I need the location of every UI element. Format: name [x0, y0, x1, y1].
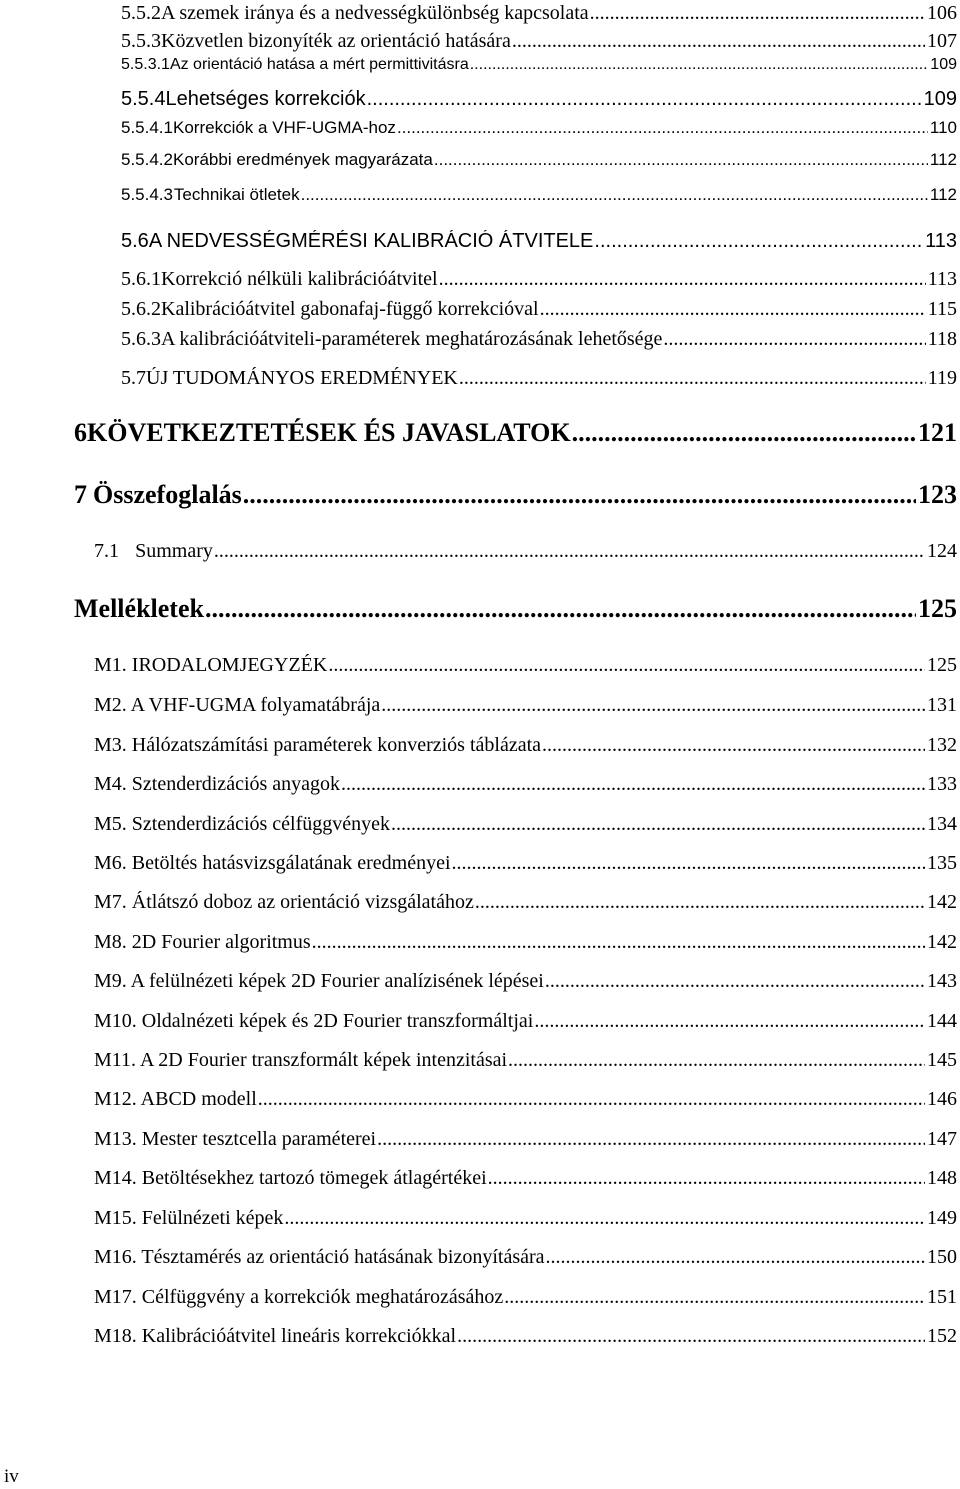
toc-entry[interactable] — [121, 150, 957, 174]
toc-entry-leader — [594, 230, 923, 253]
toc-entry-leader — [504, 1286, 925, 1309]
toc-entry-page: 150 — [927, 1246, 957, 1268]
toc-entry-page: 144 — [927, 1010, 957, 1032]
toc-entry[interactable] — [94, 694, 957, 720]
toc-entry-title: M9. A felülnézeti képek 2D Fourier analízisének lépései — [94, 970, 544, 992]
toc-entry[interactable] — [94, 1049, 957, 1075]
toc-entry-number: 5.6.1 — [121, 268, 161, 290]
toc-entry-leader — [512, 30, 925, 53]
toc-entry-page: 110 — [929, 118, 957, 137]
toc-entry-number: 5.6 — [121, 230, 149, 252]
toc-entry-title: M3. Hálózatszámítási paraméterek konverziós táblázata — [94, 734, 542, 756]
toc-entry-page: 142 — [927, 891, 957, 913]
toc-entry-number: 5.6.3 — [121, 328, 161, 350]
toc-entry-leader — [367, 88, 922, 111]
toc-entry-title: Summary — [135, 540, 213, 562]
toc-entry[interactable] — [94, 852, 957, 878]
toc-entry[interactable] — [121, 185, 957, 209]
toc-entry-leader — [377, 1128, 925, 1151]
toc-entry-title: M14. Betöltésekhez tartozó tömegek átlagértékei — [94, 1167, 487, 1189]
toc-entry-leader — [214, 540, 925, 563]
toc-entry-page: 132 — [927, 734, 957, 756]
toc-entry-page: 152 — [927, 1325, 957, 1347]
toc-entry-title: A szemek iránya és a nedvességkülönbség kapcsolata — [161, 2, 589, 24]
toc-entry-page: 109 — [923, 88, 957, 110]
toc-entry-title: M15. Felülnézeti képek — [94, 1207, 284, 1229]
toc-entry-number: 7.1 — [94, 540, 119, 562]
toc-entry[interactable] — [74, 480, 957, 514]
toc-entry-title: M5. Sztenderdizációs célfüggvények — [94, 813, 391, 835]
toc-entry-page: 145 — [927, 1049, 957, 1071]
toc-entry-page: 118 — [927, 328, 957, 350]
toc-entry[interactable] — [121, 30, 957, 56]
toc-entry-page: 109 — [930, 56, 957, 73]
toc-entry[interactable] — [121, 2, 957, 28]
toc-entry[interactable] — [121, 88, 957, 114]
toc-entry-leader — [284, 1207, 925, 1230]
toc-entry-leader — [590, 2, 925, 25]
toc-entry-page: 142 — [927, 931, 957, 953]
toc-entry-leader — [243, 480, 916, 510]
toc-entry-title: M17. Célfüggvény a korrekciók meghatározásához — [94, 1286, 504, 1308]
toc-entry-number: 5.5.4 — [121, 88, 166, 110]
toc-entry[interactable] — [94, 1128, 957, 1154]
toc-entry-page: 107 — [927, 30, 957, 52]
toc-entry-leader — [205, 594, 916, 624]
toc-entry-leader — [434, 150, 928, 170]
toc-entry[interactable] — [94, 1246, 957, 1272]
toc-entry-leader — [542, 734, 925, 757]
toc-entry[interactable] — [121, 268, 957, 294]
toc-entry[interactable] — [94, 540, 957, 566]
toc-entry[interactable] — [121, 298, 957, 324]
toc-entry-page: 134 — [927, 813, 957, 835]
toc-entry[interactable] — [74, 594, 957, 628]
toc-entry-leader — [488, 1167, 925, 1190]
toc-entry[interactable] — [94, 931, 957, 957]
toc-entry[interactable] — [94, 1010, 957, 1036]
toc-entry-title: M1. IRODALOMJEGYZÉK — [94, 654, 328, 676]
toc-entry[interactable] — [94, 1088, 957, 1114]
toc-entry-page: 119 — [927, 367, 957, 389]
toc-entry-title: M8. 2D Fourier algoritmus — [94, 931, 311, 953]
toc-entry-page: 106 — [927, 2, 957, 24]
toc-entry-title: ÚJ TUDOMÁNYOS EREDMÉNYEK — [146, 367, 458, 389]
toc-entry-title: M2. A VHF-UGMA folyamatábrája — [94, 694, 381, 716]
toc-entry-number: 5.5.4.3 — [121, 185, 173, 204]
toc-entry-title: Az orientáció hatása a mért permittivitásra — [169, 56, 469, 73]
toc-entry-leader — [546, 1246, 925, 1269]
toc-entry[interactable] — [94, 891, 957, 917]
toc-entry-number: 5.6.2 — [121, 298, 161, 320]
toc-entry-title: M7. Átlátszó doboz az orientáció vizsgálatához — [94, 891, 474, 913]
toc-entry[interactable] — [94, 970, 957, 996]
toc-entry-title: M12. ABCD modell — [94, 1088, 257, 1110]
toc-entry-title: M16. Tésztamérés az orientáció hatásának bizonyítására — [94, 1246, 545, 1268]
toc-entry-page: 146 — [927, 1088, 957, 1110]
toc-entry[interactable] — [121, 56, 957, 78]
toc-entry-title: Korrekciók a VHF-UGMA-hoz — [173, 118, 396, 137]
toc-entry[interactable] — [121, 230, 957, 258]
toc-entry-title: M6. Betöltés hatásvizsgálatának eredményei — [94, 852, 451, 874]
toc-entry-page: 121 — [918, 418, 957, 447]
toc-entry-title: Összefoglalás — [93, 480, 242, 509]
toc-entry-leader — [301, 185, 928, 205]
toc-entry[interactable] — [121, 367, 957, 393]
toc-entry-title: M18. Kalibrációátvitel lineáris korrekciókkal — [94, 1325, 457, 1347]
toc-entry-page: 143 — [927, 970, 957, 992]
toc-entry-title: M4. Sztenderdizációs anyagok — [94, 773, 341, 795]
toc-entry-leader — [397, 118, 928, 138]
toc-entry[interactable] — [94, 1325, 957, 1351]
toc-entry-leader — [439, 268, 926, 291]
toc-entry-number: 5.5.3.1 — [121, 56, 170, 73]
toc-entry-number: 6 — [74, 418, 87, 447]
page-number: iv — [4, 1466, 19, 1487]
toc-entry-leader — [328, 654, 925, 677]
toc-entry-title: KÖVETKEZTETÉSEK ÉS JAVASLATOK — [87, 418, 571, 447]
toc-entry[interactable] — [94, 1286, 957, 1312]
toc-entry[interactable] — [94, 1167, 957, 1193]
toc-entry-leader — [534, 1010, 925, 1033]
toc-entry-number: 7 — [74, 480, 87, 509]
toc-entry-title: Mellékletek — [74, 594, 204, 623]
toc-entry-leader — [470, 56, 929, 74]
toc-entry-leader — [663, 328, 925, 351]
toc-entry-title: Közvetlen bizonyíték az orientáció hatására — [161, 30, 511, 52]
toc-entry-title: Korrekció nélküli kalibrációátvitel — [161, 268, 438, 290]
toc-entry-title: A NEDVESSÉGMÉRÉSI KALIBRÁCIÓ ÁTVITELE — [148, 230, 594, 252]
toc-entry[interactable] — [74, 418, 957, 452]
toc-entry-title: Kalibrációátvitel gabonafaj-függő korrekcióval — [161, 298, 539, 320]
toc-entry-page: 113 — [925, 230, 957, 252]
toc-entry-leader — [312, 931, 925, 954]
toc-entry-title: A kalibrációátviteli-paraméterek meghatározásának lehetősége — [161, 328, 663, 350]
toc-entry[interactable] — [94, 813, 957, 839]
toc-entry-page: 149 — [927, 1207, 957, 1229]
toc-entry-leader — [341, 773, 925, 796]
toc-entry-page: 123 — [918, 480, 957, 509]
toc-entry-title: Technikai ötletek — [173, 185, 300, 204]
toc-entry[interactable] — [94, 654, 957, 680]
toc-entry-number: 5.7 — [121, 367, 146, 389]
toc-entry[interactable] — [94, 1207, 957, 1233]
toc-entry-number: 5.5.2 — [121, 2, 161, 24]
toc-entry-page: 113 — [927, 268, 957, 290]
toc-entry[interactable] — [121, 118, 957, 142]
toc-entry-title: Lehetséges korrekciók — [165, 88, 366, 110]
toc-entry[interactable] — [94, 773, 957, 799]
toc-entry-page: 151 — [927, 1286, 957, 1308]
toc-entry-leader — [545, 970, 925, 993]
toc-entry-leader — [452, 852, 925, 875]
toc-entry-page: 112 — [929, 150, 957, 169]
toc-entry-page: 124 — [927, 540, 957, 562]
toc-entry-leader — [508, 1049, 925, 1072]
toc-entry-page: 133 — [927, 773, 957, 795]
toc-entry-page: 147 — [927, 1128, 957, 1150]
toc-entry-number: 5.5.4.2 — [121, 150, 173, 169]
toc-entry-leader — [381, 694, 925, 717]
toc-entry-page: 115 — [927, 298, 957, 320]
toc-entry-leader — [391, 813, 925, 836]
toc-entry-number: 5.5.4.1 — [121, 118, 173, 137]
toc-entry-leader — [572, 418, 916, 448]
toc-entry-leader — [475, 891, 925, 914]
toc-entry-leader — [459, 367, 926, 390]
toc-entry-leader — [457, 1325, 925, 1348]
toc-entry-page: 125 — [927, 654, 957, 676]
toc-entry-page: 125 — [918, 594, 957, 623]
toc-entry-page: 135 — [927, 852, 957, 874]
toc-entry-page: 148 — [927, 1167, 957, 1189]
toc-entry-leader — [540, 298, 926, 321]
toc-entry-title: M13. Mester tesztcella paraméterei — [94, 1128, 377, 1150]
toc-entry-number: 5.5.3 — [121, 30, 161, 52]
toc-entry[interactable] — [121, 328, 957, 354]
toc-entry-page: 112 — [929, 185, 957, 204]
toc-entry[interactable] — [94, 734, 957, 760]
toc-entry-page: 131 — [927, 694, 957, 716]
toc-entry-title: M11. A 2D Fourier transzformált képek intenzitásai — [94, 1049, 508, 1071]
toc-entry-leader — [258, 1088, 925, 1111]
toc-entry-title: Korábbi eredmények magyarázata — [173, 150, 433, 169]
toc-entry-title: M10. Oldalnézeti képek és 2D Fourier transzformáltjai — [94, 1010, 534, 1032]
